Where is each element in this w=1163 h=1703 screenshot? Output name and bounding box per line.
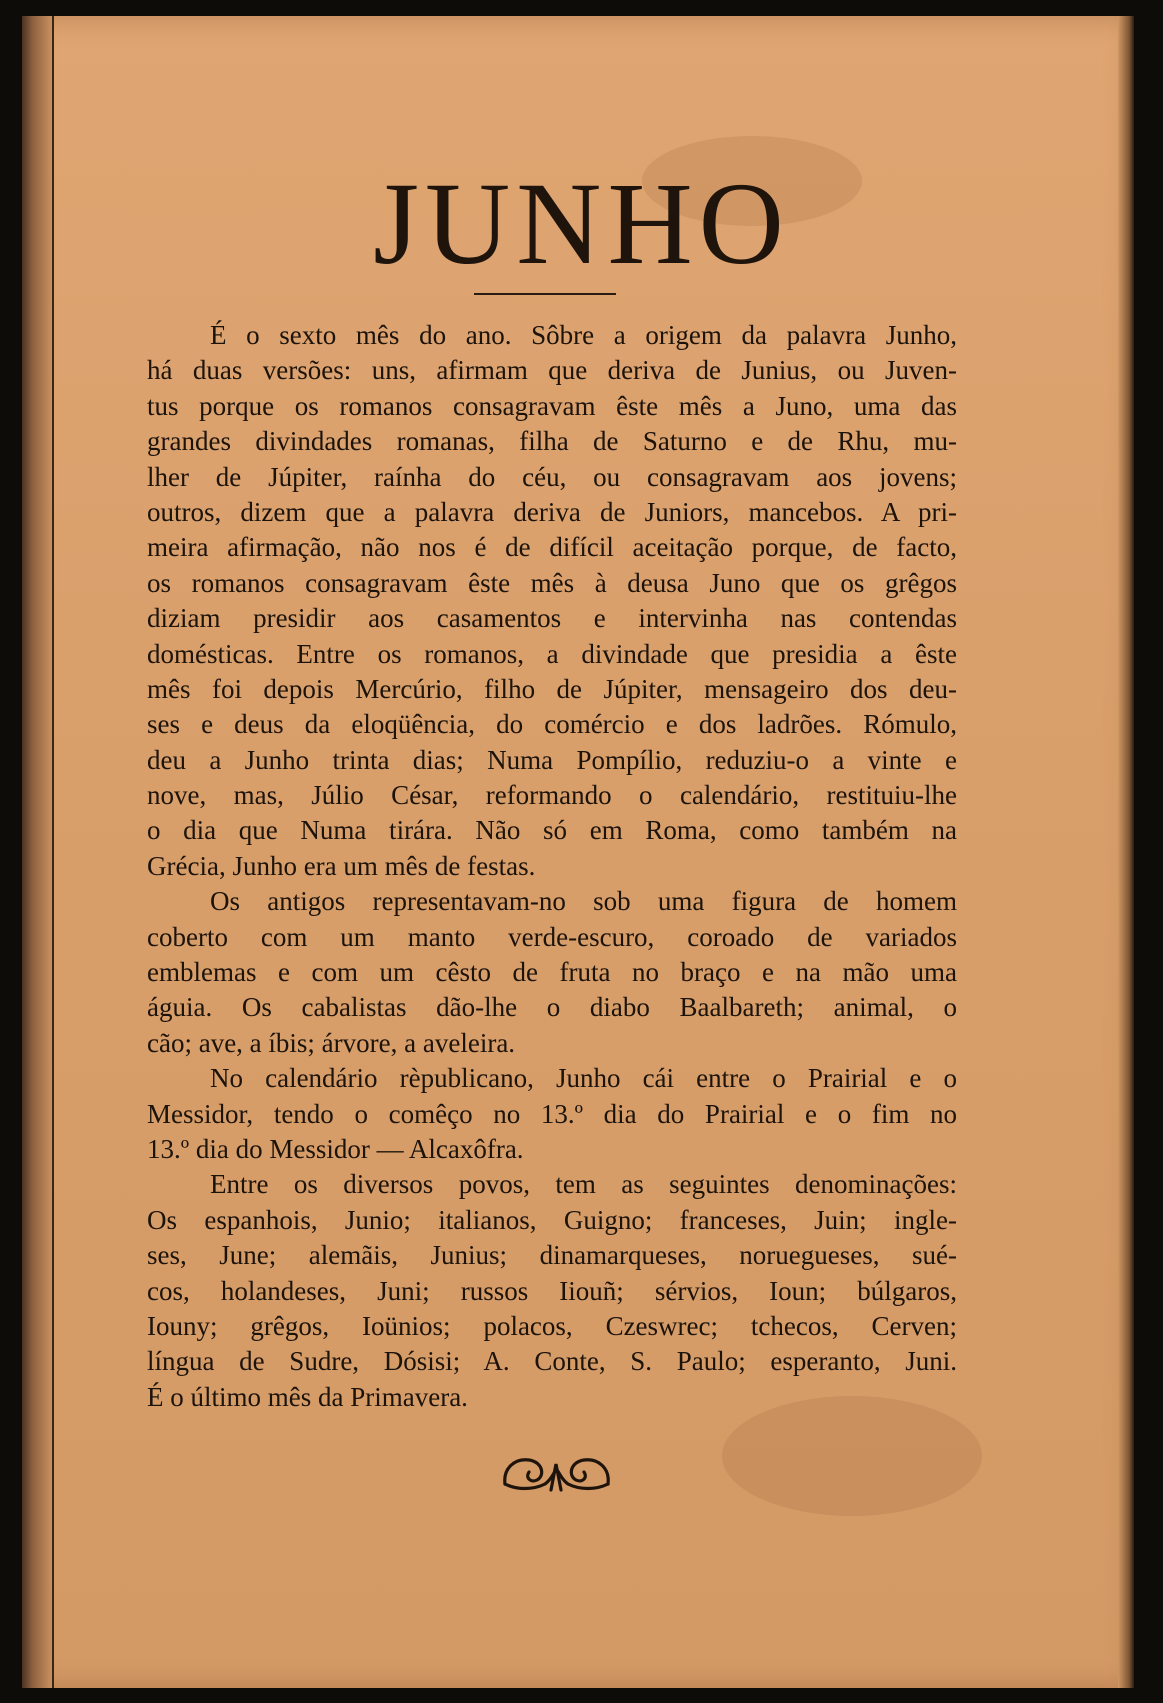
text-line: tus porque os romanos consagravam êste mês a Juno, uma das <box>147 390 957 421</box>
text-line: domésticas. Entre os romanos, a divindade que presidia a êste <box>147 638 957 669</box>
text-line: língua de Sudre, Dósisi; A. Conte, S. Paulo; esperanto, Juni. <box>147 1346 957 1377</box>
text-line: lher de Júpiter, raínha do céu, ou consagravam aos jovens; <box>147 461 957 492</box>
text-line: Grécia, Junho era um mês de festas. <box>147 850 536 881</box>
text-line: mês foi depois Mercúrio, filho de Júpiter, mensageiro dos deu- <box>147 673 957 704</box>
text-line: emblemas e com um cêsto de fruta no braço e na mão uma <box>147 957 957 988</box>
page-title: JUNHO <box>373 158 790 289</box>
text-line: diziam presidir aos casamentos e intervinha nas contendas <box>147 603 957 634</box>
text-line: nove, mas, Júlio César, reformando o calendário, restituiu-lhe <box>147 780 957 811</box>
text-line: águia. Os cabalistas dão-lhe o diabo Baalbareth; animal, o <box>147 992 957 1023</box>
text-line: Os antigos representavam-no sob uma figura de homem <box>210 886 957 917</box>
text-line: ses, June; alemãis, Junius; dinamarqueses, noruegueses, sué- <box>147 1240 957 1271</box>
text-line: outros, dizem que a palavra deriva de Juniors, mancebos. A pri- <box>147 496 957 527</box>
text-line: deu a Junho trinta dias; Numa Pompílio, reduziu-o a vinte e <box>147 744 957 775</box>
title-divider <box>474 293 616 295</box>
text-line: Os espanhois, Junio; italianos, Guigno; franceses, Juin; ingle- <box>147 1204 957 1235</box>
text-line: coberto com um manto verde-escuro, coroado de variados <box>147 921 957 952</box>
text-line: o dia que Numa tirára. Não só em Roma, como também na <box>147 815 957 846</box>
text-line: É o último mês da Primavera. <box>147 1381 468 1412</box>
text-line: Iouny; grêgos, Ioünios; polacos, Czeswrec; tchecos, Cerven; <box>147 1310 957 1341</box>
text-line: grandes divindades romanas, filha de Saturno e de Rhu, mu- <box>147 426 957 457</box>
text-line: cos, holandeses, Juni; russos Iiouñ; sérvios, Ioun; búlgaros, <box>147 1275 957 1306</box>
text-line: há duas versões: uns, afirmam que deriva de Junius, ou Juven- <box>147 355 957 386</box>
text-line: 13.º dia do Messidor — Alcaxôfra. <box>147 1133 524 1164</box>
text-line: É o sexto mês do ano. Sôbre a origem da palavra Junho, <box>210 320 957 350</box>
text-line: Messidor, tendo o comêço no 13.º dia do Prairial e o fim no <box>147 1098 957 1129</box>
ornament-icon <box>499 1450 614 1496</box>
body-text <box>147 318 957 1415</box>
text-line: os romanos consagravam êste mês à deusa Juno que os grêgos <box>147 567 957 598</box>
text-line: ses e deus da eloqüência, do comércio e dos ladrões. Rómulo, <box>147 709 957 740</box>
text-line: meira afirmação, não nos é de difícil aceitação porque, de facto, <box>147 532 957 563</box>
text-line: Entre os diversos povos, tem as seguintes denominações: <box>210 1169 957 1200</box>
text-line: No calendário rèpublicano, Junho cái entre o Prairial e o <box>210 1063 957 1094</box>
text-line: cão; ave, a íbis; árvore, a aveleira. <box>147 1027 516 1058</box>
